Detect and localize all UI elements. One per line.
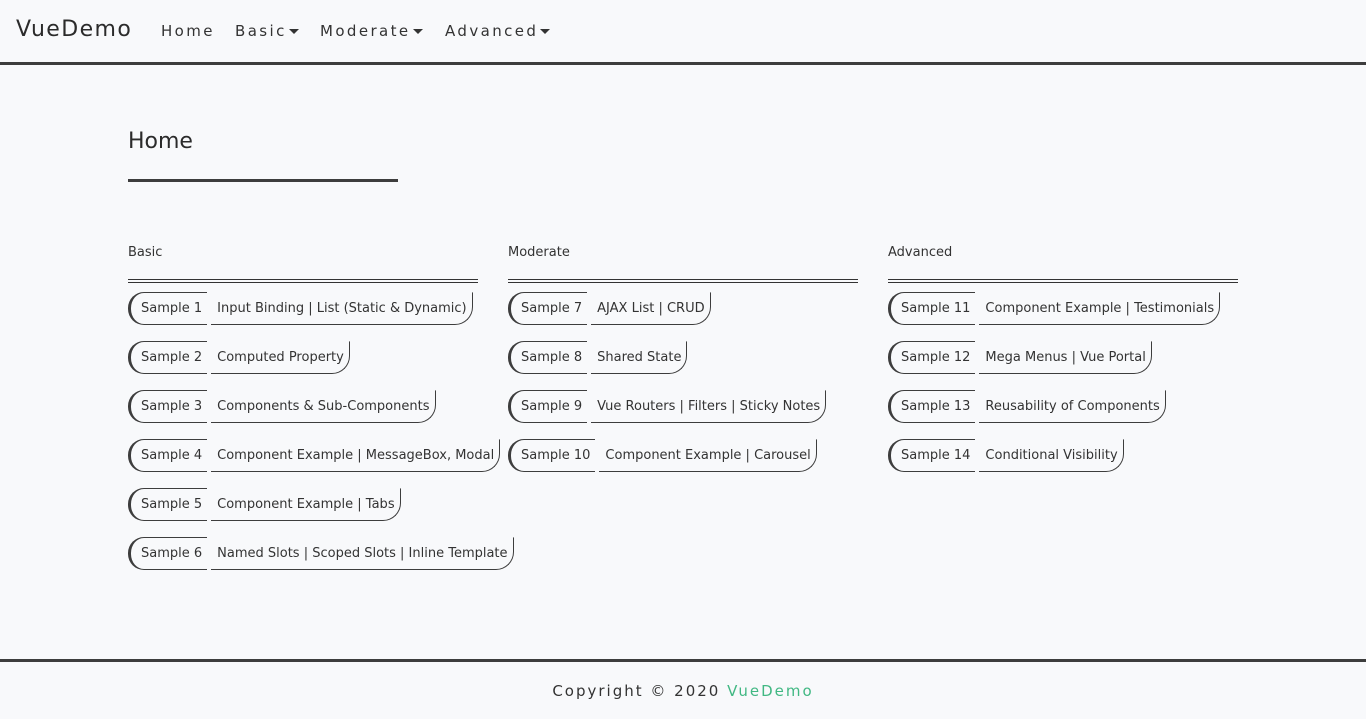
sample-description: AJAX List | CRUD (591, 292, 710, 325)
column-divider (888, 279, 1238, 283)
column-heading: Advanced (888, 245, 953, 260)
sample-tag: Sample 8 (508, 341, 587, 374)
sample-description: Shared State (591, 341, 687, 374)
sample-tag: Sample 10 (508, 439, 595, 472)
footer-copyright (552, 681, 813, 701)
sample-description: Component Example | Testimonials (979, 292, 1220, 325)
nav-moderate-label: Moderate (320, 22, 411, 40)
column-heading: Moderate (508, 245, 570, 260)
nav-advanced-dropdown[interactable] (445, 21, 550, 41)
column-divider (508, 279, 858, 283)
sample-list (508, 292, 858, 472)
sample-link[interactable] (128, 488, 478, 521)
nav-basic-dropdown[interactable] (235, 21, 299, 41)
sample-link[interactable] (128, 439, 495, 472)
sample-list (888, 292, 1238, 472)
sample-tag: Sample 4 (128, 439, 207, 472)
sample-tag: Sample 12 (888, 341, 975, 374)
title-divider (128, 179, 398, 182)
sample-tag: Sample 11 (888, 292, 975, 325)
sample-tag: Sample 6 (128, 537, 207, 570)
sample-tag: Sample 13 (888, 390, 975, 423)
column-heading: Basic (128, 245, 163, 260)
sample-description: Component Example | MessageBox, Modal (211, 439, 500, 472)
sample-link[interactable] (128, 390, 478, 423)
sample-link[interactable] (128, 537, 508, 570)
sample-tag: Sample 5 (128, 488, 207, 521)
sample-description: Components & Sub-Components (211, 390, 435, 423)
sample-description: Named Slots | Scoped Slots | Inline Template (211, 537, 513, 570)
sample-tag: Sample 2 (128, 341, 207, 374)
sample-link[interactable] (888, 390, 1238, 423)
sample-link[interactable] (508, 390, 858, 423)
sample-link[interactable] (888, 439, 1238, 472)
sample-link[interactable] (508, 439, 858, 472)
sample-link[interactable] (128, 292, 478, 325)
sample-description: Component Example | Carousel (599, 439, 816, 472)
page-title: Home (128, 129, 193, 154)
nav-basic-label: Basic (235, 22, 287, 40)
sample-tag: Sample 1 (128, 292, 207, 325)
caret-down-icon (413, 29, 423, 34)
copyright-text: Copyright © 2020 (552, 682, 721, 700)
caret-down-icon (289, 29, 299, 34)
footer-brand-link[interactable]: VueDemo (727, 682, 814, 700)
sample-link[interactable] (128, 341, 478, 374)
sample-link[interactable] (888, 341, 1238, 374)
sample-description: Mega Menus | Vue Portal (979, 341, 1151, 374)
navbar (0, 0, 1366, 65)
sample-link[interactable] (508, 292, 858, 325)
nav-home[interactable] (161, 21, 215, 41)
sample-description: Component Example | Tabs (211, 488, 400, 521)
column-basic (128, 244, 508, 586)
sample-tag: Sample 3 (128, 390, 207, 423)
nav-advanced-label: Advanced (445, 22, 539, 40)
brand-logo[interactable]: VueDemo (16, 17, 133, 42)
nav-home-label: Home (161, 22, 215, 40)
sample-tag: Sample 9 (508, 390, 587, 423)
sample-tag: Sample 14 (888, 439, 975, 472)
column-divider (128, 279, 478, 283)
nav-moderate-dropdown[interactable] (320, 21, 423, 41)
sample-description: Conditional Visibility (979, 439, 1123, 472)
sample-tag: Sample 7 (508, 292, 587, 325)
sample-description: Reusability of Components (979, 390, 1165, 423)
caret-down-icon (540, 29, 550, 34)
sample-description: Input Binding | List (Static & Dynamic) (211, 292, 472, 325)
sample-description: Vue Routers | Filters | Sticky Notes (591, 390, 826, 423)
sample-description: Computed Property (211, 341, 350, 374)
column-moderate (508, 244, 858, 488)
sample-list (128, 292, 508, 570)
column-advanced (888, 244, 1238, 488)
footer (0, 659, 1366, 719)
sample-link[interactable] (888, 292, 1238, 325)
sample-link[interactable] (508, 341, 858, 374)
